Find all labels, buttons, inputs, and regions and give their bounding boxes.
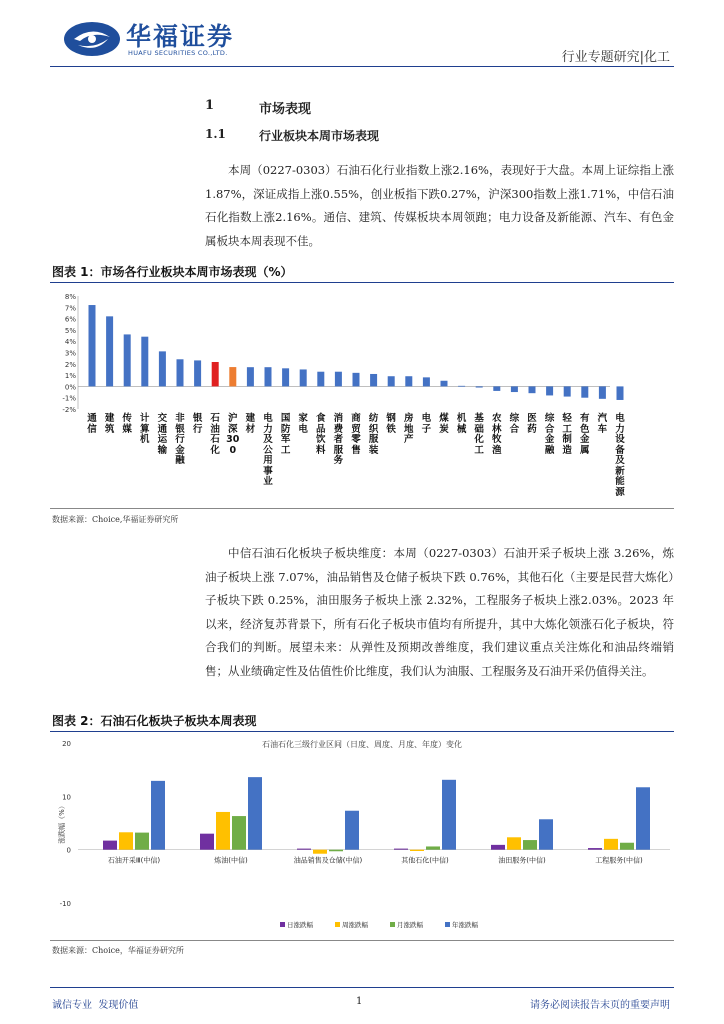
category-label: 油田服务(中信) bbox=[498, 856, 546, 865]
paragraph-market-summary: 本周（0227-0303）石油石化行业指数上涨2.16%，表现好于大盘。本周上证综指上涨1.87%，深证成指上涨0.55%，创业板指下跌0.27%，沪深300指数上涨1.71%，中信石油石化指数上涨2.16%。通信、建筑、传媒板块本周领跑；电力设备及新能源、汽车、有色金属板块本周表现不佳。 bbox=[205, 163, 674, 248]
category-label: 农林牧渔 bbox=[492, 413, 502, 456]
bar-3-3 bbox=[442, 780, 456, 850]
bar-28 bbox=[581, 386, 588, 397]
subsector-performance-chart bbox=[50, 733, 674, 938]
legend-label: 月涨跌幅 bbox=[397, 921, 423, 929]
header-divider bbox=[50, 66, 674, 67]
bar-5-2 bbox=[620, 843, 634, 850]
footer-slogan: 诚信专业 发现价值 bbox=[52, 1000, 139, 1011]
category-label: 建筑 bbox=[104, 413, 115, 435]
category-label: 银行 bbox=[192, 413, 203, 435]
category-label: 非银行金融 bbox=[175, 413, 185, 466]
subsection-number: 1.1 bbox=[205, 127, 226, 141]
bar-5 bbox=[177, 359, 184, 386]
bar-4 bbox=[159, 351, 166, 386]
bar-3 bbox=[141, 337, 148, 387]
category-label: 传媒 bbox=[122, 413, 132, 435]
y-tick-label: 1% bbox=[64, 372, 76, 381]
bar-9 bbox=[247, 367, 254, 386]
company-name-cn: 华福证券 bbox=[126, 22, 235, 51]
bar-3-2 bbox=[426, 846, 440, 849]
y-tick-label: 4% bbox=[64, 338, 76, 347]
bar-2-2 bbox=[329, 850, 343, 852]
y-tick-label: 8% bbox=[64, 293, 76, 301]
category-label: 油品销售及仓储(中信) bbox=[293, 856, 363, 865]
bar-21 bbox=[458, 386, 465, 387]
bar-23 bbox=[493, 386, 500, 391]
bar-24 bbox=[511, 386, 518, 392]
y-tick-label: -2% bbox=[62, 406, 76, 414]
legend-label: 日涨跌幅 bbox=[287, 921, 313, 929]
y-tick-label: 0% bbox=[64, 383, 76, 392]
category-label: 电力设备及新能源 bbox=[615, 413, 625, 498]
bar-2-0 bbox=[297, 849, 311, 850]
bar-4-0 bbox=[491, 845, 505, 850]
y-tick-label: 20 bbox=[62, 740, 71, 748]
bar-8 bbox=[229, 367, 236, 386]
y-tick-label: 3% bbox=[64, 349, 76, 358]
bar-18 bbox=[405, 376, 412, 386]
category-label: 有色金属 bbox=[580, 413, 590, 456]
industry-category-labels bbox=[50, 414, 674, 504]
bar-3-0 bbox=[394, 849, 408, 850]
category-label: 石油开采Ⅲ(中信) bbox=[107, 856, 161, 865]
bar-3-1 bbox=[410, 850, 424, 851]
category-label: 消费者服务 bbox=[333, 413, 344, 466]
category-label: 工程服务(中信) bbox=[595, 856, 643, 865]
logo-mark-icon bbox=[62, 19, 122, 59]
figure1-source: 数据来源：Choice,华福证券研究所 bbox=[52, 515, 179, 524]
legend-swatch-2 bbox=[390, 922, 395, 927]
category-label: 建材 bbox=[245, 413, 256, 435]
figure1-bottom-divider bbox=[50, 508, 674, 509]
category-label: 机械 bbox=[456, 413, 467, 435]
category-label: 计算机 bbox=[140, 413, 150, 445]
category-label: 综合 bbox=[509, 413, 520, 435]
bar-1-0 bbox=[200, 834, 214, 850]
bar-30 bbox=[617, 386, 624, 400]
bar-16 bbox=[370, 374, 377, 386]
bar-4-1 bbox=[507, 837, 521, 849]
legend-swatch-1 bbox=[335, 922, 340, 927]
bar-0 bbox=[89, 305, 96, 386]
bar-4-2 bbox=[523, 840, 537, 850]
bar-2-1 bbox=[313, 850, 327, 854]
y-tick-label: 5% bbox=[64, 326, 76, 335]
figure2-divider bbox=[50, 731, 674, 732]
bar-0-2 bbox=[135, 833, 149, 850]
figure1-divider bbox=[50, 282, 674, 283]
legend-label: 年涨跌幅 bbox=[452, 921, 478, 929]
category-label: 通信 bbox=[87, 413, 97, 435]
y-tick-label: -10 bbox=[59, 900, 71, 908]
bar-19 bbox=[423, 377, 430, 386]
category-label: 电力及公用事业 bbox=[263, 413, 273, 487]
bar-13 bbox=[317, 372, 324, 387]
bar-22 bbox=[476, 386, 483, 387]
bar-0-0 bbox=[103, 841, 117, 850]
y-axis-label: 涨跌幅（%） bbox=[58, 802, 66, 844]
bar-10 bbox=[265, 367, 272, 386]
category-label: 纺织服装 bbox=[368, 413, 379, 456]
bar-1-1 bbox=[216, 812, 230, 850]
figure1-title: 图表 1：市场各行业板块本周市场表现（%） bbox=[52, 265, 293, 279]
footer-divider bbox=[50, 987, 674, 988]
category-label: 交通运输 bbox=[157, 413, 168, 456]
company-name-en: HUAFU SECURITIES CO.,LTD. bbox=[128, 49, 228, 57]
category-label: 医药 bbox=[527, 413, 537, 435]
category-label: 电子 bbox=[421, 413, 432, 435]
bar-26 bbox=[546, 386, 553, 395]
section-title: 市场表现 bbox=[259, 102, 312, 117]
bar-6 bbox=[194, 360, 201, 386]
figure2-title: 图表 2：石油石化板块子板块本周表现 bbox=[52, 714, 257, 728]
category-label: 其他石化(中信) bbox=[401, 856, 449, 865]
bar-11 bbox=[282, 368, 289, 386]
bar-0-1 bbox=[119, 832, 133, 849]
category-label: 煤炭 bbox=[439, 413, 449, 435]
y-tick-label: 6% bbox=[64, 315, 76, 324]
subsection-title: 行业板块本周市场表现 bbox=[259, 129, 380, 143]
bar-27 bbox=[564, 386, 571, 396]
bar-20 bbox=[441, 381, 448, 387]
bar-2-3 bbox=[345, 811, 359, 850]
footer-disclaimer: 请务必阅读报告末页的重要声明 bbox=[530, 1000, 670, 1011]
bar-25 bbox=[529, 386, 536, 393]
legend-swatch-3 bbox=[445, 922, 450, 927]
y-tick-label: 10 bbox=[62, 793, 71, 802]
category-label: 基础化工 bbox=[474, 413, 484, 456]
bar-1 bbox=[106, 316, 113, 386]
bar-0-3 bbox=[151, 781, 165, 850]
category-label: 食品饮料 bbox=[316, 413, 326, 456]
bar-12 bbox=[300, 369, 307, 386]
y-tick-label: -1% bbox=[62, 394, 76, 403]
category-label: 国防军工 bbox=[280, 413, 291, 456]
bar-14 bbox=[335, 372, 342, 387]
bar-5-0 bbox=[588, 848, 602, 850]
category-label: 综合金融 bbox=[544, 413, 555, 456]
bar-17 bbox=[388, 376, 395, 386]
bar-15 bbox=[353, 373, 360, 387]
section-number: 1 bbox=[205, 98, 215, 113]
category-label: 轻工制造 bbox=[562, 413, 572, 456]
bar-1-2 bbox=[232, 816, 246, 850]
category-label: 汽车 bbox=[597, 413, 608, 435]
bar-5-1 bbox=[604, 839, 618, 850]
figure2-bottom-divider bbox=[50, 940, 674, 941]
y-tick-label: 0 bbox=[66, 846, 71, 855]
report-type: 行业专题研究|化工 bbox=[561, 50, 670, 65]
paragraph-subsector-summary: 中信石油石化板块子板块维度：本周（0227-0303）石油开采子板块上涨 3.26%，炼油子板块上涨 7.07%，油品销售及仓储子板块下跌 0.76%，其他石化（主要是民营大炼化）子板块下跌 0.25%，油田服务子板块上涨 2.32%，工程服务子板块上涨2.03%。2023 年以来，经济复苏背景下，所有石化子板块市值均有所提升，其中大炼化领涨石化子板块，符合我们的判断。展望未来：从弹性及预期改善维度，我们建议重点关注炼化和油品终端销售；从业绩确定性及估值性价比维度，我们认为油服、工程服务及石油开采仍值得关注。 bbox=[205, 546, 674, 678]
category-label: 家电 bbox=[298, 413, 308, 435]
legend-label: 周涨跌幅 bbox=[342, 921, 368, 929]
category-label: 商贸零售 bbox=[351, 413, 361, 456]
y-tick-label: 2% bbox=[64, 360, 76, 369]
figure2-source: 数据来源：Choice，华福证券研究所 bbox=[52, 946, 184, 955]
category-label: 石油石化 bbox=[210, 413, 220, 456]
bar-1-3 bbox=[248, 777, 262, 850]
chart-title: 石油石化三级行业区间（日度、周度、月度、年度）变化 bbox=[262, 740, 462, 749]
legend-swatch-0 bbox=[280, 922, 285, 927]
bar-5-3 bbox=[636, 787, 650, 849]
bar-2 bbox=[124, 334, 131, 386]
category-label: 房地产 bbox=[404, 413, 414, 445]
category-label: 炼油(中信) bbox=[214, 856, 248, 865]
logo bbox=[62, 17, 242, 61]
category-label: 钢铁 bbox=[386, 413, 396, 435]
page-number: 1 bbox=[356, 996, 363, 1007]
category-label: 沪深300 bbox=[226, 413, 240, 456]
bar-7 bbox=[212, 362, 219, 386]
bar-29 bbox=[599, 386, 606, 398]
y-tick-label: 7% bbox=[64, 304, 76, 313]
bar-4-3 bbox=[539, 819, 553, 849]
